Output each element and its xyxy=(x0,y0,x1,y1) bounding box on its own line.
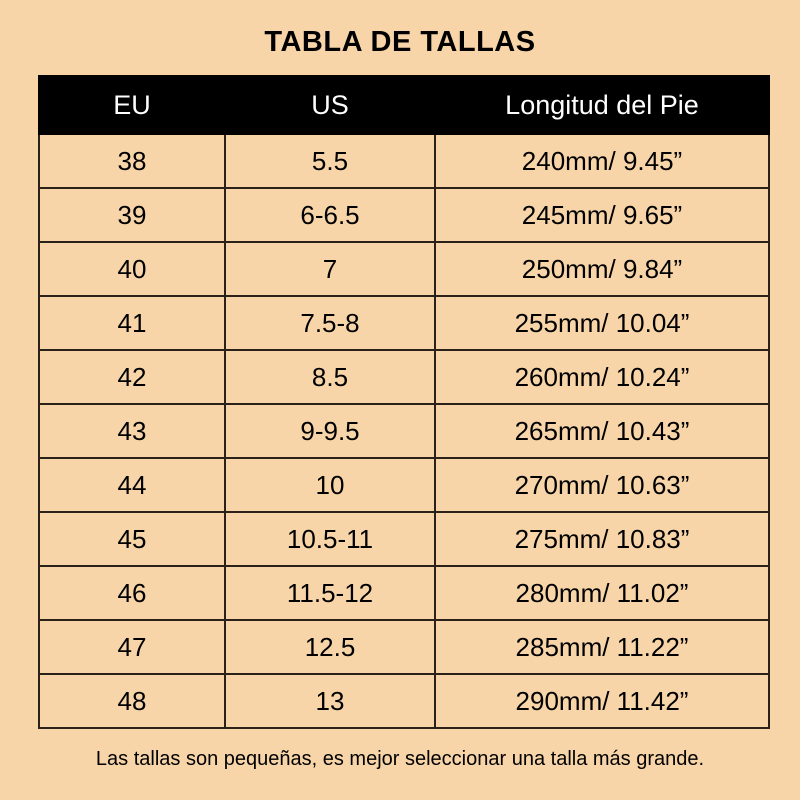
cell-eu: 38 xyxy=(39,134,225,188)
cell-foot-length: 275mm/ 10.83” xyxy=(435,512,769,566)
cell-us: 9-9.5 xyxy=(225,404,435,458)
cell-us: 8.5 xyxy=(225,350,435,404)
table-row xyxy=(39,296,769,350)
table-row xyxy=(39,242,769,296)
table-body xyxy=(39,134,769,728)
cell-us: 13 xyxy=(225,674,435,728)
table-row xyxy=(39,350,769,404)
column-header-us: US xyxy=(225,76,435,134)
column-header-eu: EU xyxy=(39,76,225,134)
table-row xyxy=(39,134,769,188)
cell-us: 10 xyxy=(225,458,435,512)
cell-eu: 42 xyxy=(39,350,225,404)
cell-eu: 41 xyxy=(39,296,225,350)
cell-foot-length: 245mm/ 9.65” xyxy=(435,188,769,242)
table-row xyxy=(39,188,769,242)
cell-foot-length: 290mm/ 11.42” xyxy=(435,674,769,728)
cell-us: 10.5-11 xyxy=(225,512,435,566)
cell-eu: 45 xyxy=(39,512,225,566)
table-header-row xyxy=(39,76,769,134)
cell-foot-length: 270mm/ 10.63” xyxy=(435,458,769,512)
page-title: TABLA DE TALLAS xyxy=(264,26,536,58)
cell-eu: 43 xyxy=(39,404,225,458)
cell-us: 7.5-8 xyxy=(225,296,435,350)
table-row xyxy=(39,404,769,458)
cell-foot-length: 285mm/ 11.22” xyxy=(435,620,769,674)
table-row xyxy=(39,674,769,728)
cell-eu: 39 xyxy=(39,188,225,242)
cell-foot-length: 255mm/ 10.04” xyxy=(435,296,769,350)
cell-eu: 40 xyxy=(39,242,225,296)
column-header-foot-length: Longitud del Pie xyxy=(435,76,769,134)
cell-foot-length: 260mm/ 10.24” xyxy=(435,350,769,404)
cell-us: 5.5 xyxy=(225,134,435,188)
table-header xyxy=(39,76,769,134)
cell-foot-length: 265mm/ 10.43” xyxy=(435,404,769,458)
cell-foot-length: 280mm/ 11.02” xyxy=(435,566,769,620)
cell-eu: 44 xyxy=(39,458,225,512)
cell-eu: 46 xyxy=(39,566,225,620)
table-row xyxy=(39,512,769,566)
sizing-note: Las tallas son pequeñas, es mejor seleccionar una talla más grande. xyxy=(95,748,705,770)
table-row xyxy=(39,620,769,674)
size-table xyxy=(38,75,770,729)
cell-foot-length: 250mm/ 9.84” xyxy=(435,242,769,296)
cell-foot-length: 240mm/ 9.45” xyxy=(435,134,769,188)
cell-eu: 47 xyxy=(39,620,225,674)
table-row xyxy=(39,458,769,512)
cell-us: 6-6.5 xyxy=(225,188,435,242)
cell-us: 11.5-12 xyxy=(225,566,435,620)
cell-us: 7 xyxy=(225,242,435,296)
table-row xyxy=(39,566,769,620)
cell-us: 12.5 xyxy=(225,620,435,674)
cell-eu: 48 xyxy=(39,674,225,728)
